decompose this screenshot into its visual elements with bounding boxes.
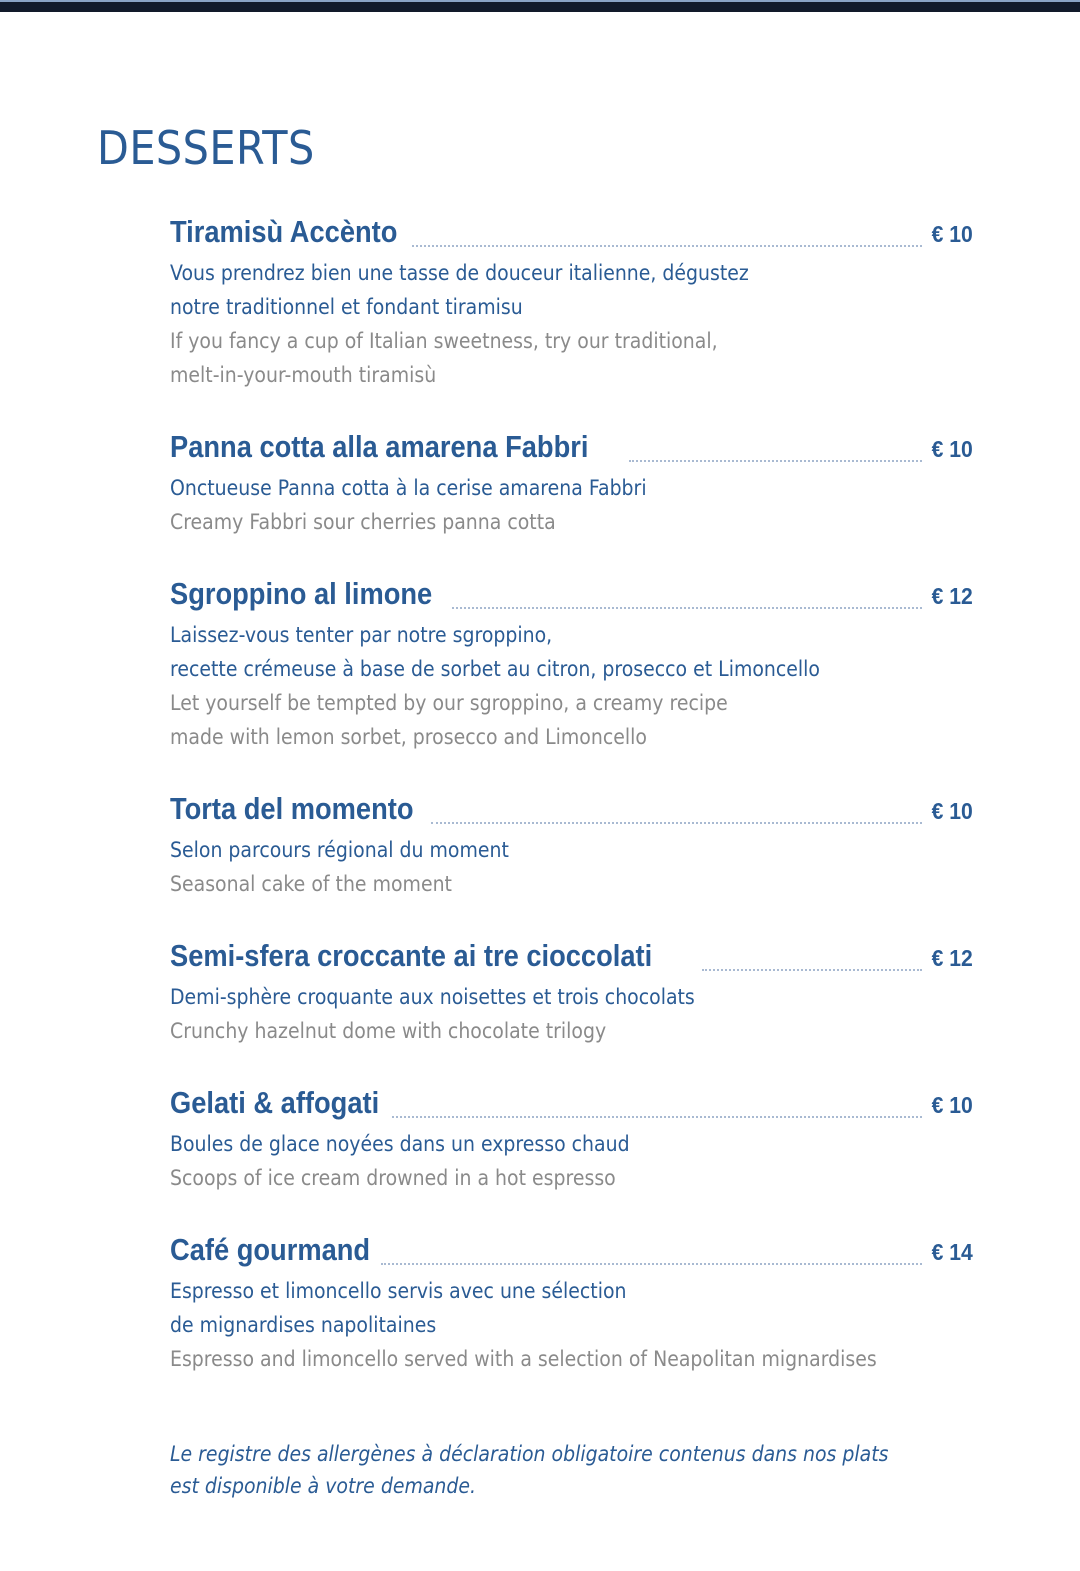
menu-item-header <box>170 214 973 256</box>
description-fr: Selon parcours régional du moment <box>170 838 509 862</box>
description-en: melt-in-your-mouth tiramisù <box>170 363 437 387</box>
description-fr: Vous prendrez bien une tasse de douceur italienne, dégustez <box>170 261 749 285</box>
menu-item-price: € 12 <box>931 945 973 971</box>
menu-item-name: Café gourmand <box>170 1232 371 1267</box>
menu-item-name: Tiramisù Accènto <box>170 214 398 249</box>
dotted-leader <box>702 969 922 971</box>
description-fr: de mignardises napolitaines <box>170 1313 437 1337</box>
menu-item-price: € 14 <box>931 1239 973 1265</box>
dotted-leader <box>452 607 922 609</box>
description-en: Crunchy hazelnut dome with chocolate trilogy <box>170 1019 607 1043</box>
menu-item-header <box>170 791 973 833</box>
menu-item-price: € 10 <box>931 1092 973 1118</box>
menu-item-price: € 10 <box>931 436 973 462</box>
description-fr: Onctueuse Panna cotta à la cerise amarena Fabbri <box>170 476 647 500</box>
description-en: Seasonal cake of the moment <box>170 872 452 896</box>
dotted-leader <box>431 822 923 824</box>
menu-item-cafe-gourmand <box>170 1232 973 1376</box>
menu-item-price: € 10 <box>931 221 973 247</box>
menu-item-header <box>170 576 973 618</box>
dotted-leader <box>629 460 922 462</box>
menu-item-price: € 10 <box>931 798 973 824</box>
description-fr: Boules de glace noyées dans un expresso chaud <box>170 1132 630 1156</box>
dotted-leader <box>392 1116 923 1118</box>
description-en: Espresso and limoncello served with a selection of Neapolitan mignardises <box>170 1347 877 1371</box>
allergen-footnote <box>170 1438 888 1502</box>
menu-item-name: Sgroppino al limone <box>170 576 433 611</box>
menu-item-name: Gelati & affogati <box>170 1085 380 1120</box>
menu-item-price: € 12 <box>931 583 973 609</box>
footnote-line: est disponible à votre demande. <box>170 1474 477 1498</box>
description-en: Creamy Fabbri sour cherries panna cotta <box>170 510 556 534</box>
menu-item-torta <box>170 791 973 901</box>
menu-item-semi-sfera <box>170 938 973 1048</box>
menu-item-header <box>170 1232 973 1274</box>
page-title: DESSERTS <box>97 121 315 175</box>
description-fr: Espresso et limoncello servis avec une sélection <box>170 1279 627 1303</box>
menu-item-tiramisu <box>170 214 973 392</box>
description-en: Let yourself be tempted by our sgroppino, a creamy recipe <box>170 691 728 715</box>
footnote-line: Le registre des allergènes à déclaration obligatoire contenus dans nos plats <box>170 1442 889 1466</box>
description-en: If you fancy a cup of Italian sweetness, try our traditional, <box>170 329 718 353</box>
top-border-bar <box>0 0 1080 12</box>
menu-item-gelati <box>170 1085 973 1195</box>
menu-item-name: Panna cotta alla amarena Fabbri <box>170 429 589 464</box>
dotted-leader <box>412 245 922 247</box>
description-en: made with lemon sorbet, prosecco and Limoncello <box>170 725 647 749</box>
menu-item-sgroppino <box>170 576 973 754</box>
menu-item-name: Torta del momento <box>170 791 414 826</box>
description-fr: Laissez-vous tenter par notre sgroppino, <box>170 623 553 647</box>
dotted-leader <box>381 1263 922 1265</box>
menu-item-panna-cotta <box>170 429 973 539</box>
description-fr: recette crémeuse à base de sorbet au citron, prosecco et Limoncello <box>170 657 820 681</box>
menu-item-header <box>170 1085 973 1127</box>
menu-item-header <box>170 938 973 980</box>
menu-item-header <box>170 429 973 471</box>
description-en: Scoops of ice cream drowned in a hot espresso <box>170 1166 616 1190</box>
description-fr: Demi-sphère croquante aux noisettes et trois chocolats <box>170 985 695 1009</box>
menu-item-name: Semi-sfera croccante ai tre cioccolati <box>170 938 653 973</box>
description-fr: notre traditionnel et fondant tiramisu <box>170 295 523 319</box>
